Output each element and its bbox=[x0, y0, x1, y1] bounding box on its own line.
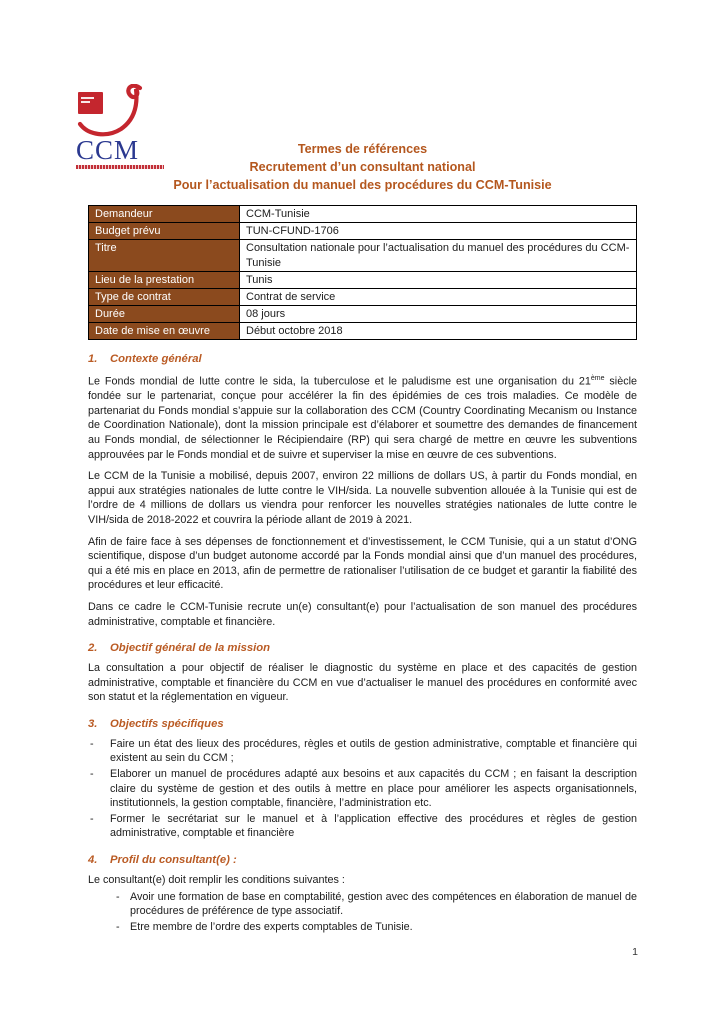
section-3-heading bbox=[88, 717, 637, 731]
list-item: - Etre membre de l’ordre des experts comptables de Tunisie. bbox=[116, 920, 413, 933]
paragraph-context-1: Le Fonds mondial de lutte contre le sida, la tuberculose et le paludisme est une organisation du 21ème siècle fondée sur le partenariat, conçue pour accélérer la fin des épidémies de ces trois maladies. Ce modèle de partenariat du Fonds mondial s’appuie sur la collaboration des CCM (Country Coordinating Mecanism ou Instance de Coordination Nationale), dont la mission principale est d’élaborer et soumettre des demandes de financement au Fonds mondial, de sélectionner le Récipiendaire (RP) qui sera chargé de mettre en œuvre les subventions approuvées par le Fonds mondial et de suivre et superviser la mise en œuvre de ces subventions. bbox=[88, 375, 638, 461]
section-number: 1. bbox=[88, 353, 98, 365]
section-title: Objectifs spécifiques bbox=[110, 717, 224, 730]
table-row bbox=[89, 206, 637, 223]
page-number: 1 bbox=[632, 946, 638, 958]
title-line-1: Termes de références bbox=[297, 142, 428, 156]
paragraph-context-3: Afin de faire face à ses dépenses de fonctionnement et d’investissement, le CCM Tunisie, qui a un statut d’ONG scientifique, dispose d’un budget autonome accordé par la Fonds mondial ainsi que d’un manuel des procédures, qui a été mis en place en 2013, afin de permettre de rationaliser l’utilisation de ce budget et garantir la fiabilité des procédures et leur efficacité. bbox=[88, 535, 637, 592]
conditions-intro: Le consultant(e) doit remplir les conditions suivantes : bbox=[88, 874, 345, 887]
title-line-3: Pour l’actualisation du manuel des procédures du CCM-Tunisie bbox=[173, 178, 552, 192]
row-value: Consultation nationale pour l’actualisation du manuel des procédures du CCM-Tunisie bbox=[240, 240, 637, 272]
logo-acronym: CCM bbox=[76, 135, 140, 165]
section-2-heading bbox=[88, 641, 637, 655]
paragraph-context-2: Le CCM de la Tunisie a mobilisé, depuis 2007, environ 22 millions de dollars US, à partir du Fonds mondial, en appui aux stratégies nationales de lutte contre le VIH/sida. La nouvelle subvention allouée à la Tunisie qui est de l’ordre de 4 millions de dollars us viendra pour renforcer les nouvelles stratégies nationales de lutte contre le VIH/sida de 2018-2022 et couvrira la période allant de 2019 à 2021. bbox=[88, 470, 637, 526]
row-label: Durée bbox=[89, 306, 240, 323]
row-label: Type de contrat bbox=[89, 289, 240, 306]
paragraph-context-4: Dans ce cadre le CCM-Tunisie recrute un(e) consultant(e) pour l’actualisation de son manuel des procédures administrative, comptable et financière. bbox=[88, 600, 637, 628]
section-1-heading bbox=[88, 352, 637, 366]
table-row bbox=[89, 289, 637, 306]
row-value: 08 jours bbox=[240, 306, 637, 323]
section-number: 3. bbox=[88, 717, 98, 730]
info-table bbox=[88, 205, 637, 340]
row-value: Tunis bbox=[240, 272, 637, 289]
row-value: TUN-CFUND-1706 bbox=[240, 223, 637, 240]
table-row bbox=[89, 240, 637, 272]
table-row bbox=[89, 223, 637, 240]
row-label: Lieu de la prestation bbox=[89, 272, 240, 289]
section-title: Objectif général de la mission bbox=[110, 642, 271, 655]
bullet-dash: - bbox=[116, 920, 120, 933]
section-4-heading bbox=[88, 853, 637, 867]
document-title bbox=[88, 140, 637, 194]
title-line-2: Recrutement d’un consultant national bbox=[249, 160, 476, 174]
row-value: Contrat de service bbox=[240, 289, 637, 306]
section-number: 4. bbox=[88, 854, 98, 867]
list-item: - Former le secrétariat sur le manuel et à l’application effective des procédures et règles de gestion administrative, comptable et financière bbox=[90, 812, 637, 840]
list-item: - Avoir une formation de base en comptabilité, gestion avec des compétences en élaboration de manuel de procédures de préférence de type associatif. bbox=[116, 890, 637, 918]
section-number: 2. bbox=[88, 642, 98, 655]
table-row bbox=[89, 323, 637, 340]
list-item: - Elaborer un manuel de procédures adapté aux besoins et aux capacités du CCM ; en faisant la description claire du système de gestion et des outils à mettre en place pour améliorer les aspects organisationnels, institutionnels, la gestion comptable, financière, l’administration etc. bbox=[90, 768, 637, 810]
superscript: ème bbox=[590, 375, 605, 382]
bullet-dash: - bbox=[90, 768, 94, 781]
table-row bbox=[89, 306, 637, 323]
paragraph-objective: La consultation a pour objectif de réaliser le diagnostic du système en place et des capacités de gestion administrative, comptable et financière du CCM en vue d’actualiser le manuel des procédures en conformité avec son statut et la réglementation en vigueur. bbox=[88, 662, 637, 704]
row-value: CCM-Tunisie bbox=[240, 206, 637, 223]
list-item: - Faire un état des lieux des procédures, règles et outils de gestion administrative, comptable et financière qui existent au sein du CCM ; bbox=[90, 737, 637, 765]
section-title: Profil du consultant(e) : bbox=[110, 854, 237, 867]
document-content bbox=[88, 0, 637, 935]
section-title: Contexte général bbox=[110, 353, 202, 365]
row-label: Date de mise en œuvre bbox=[89, 323, 240, 340]
row-label: Titre bbox=[89, 240, 240, 272]
row-label: Demandeur bbox=[89, 206, 240, 223]
bullet-dash: - bbox=[90, 737, 94, 750]
row-label: Budget prévu bbox=[89, 223, 240, 240]
bullet-dash: - bbox=[116, 890, 120, 903]
row-value: Début octobre 2018 bbox=[240, 323, 637, 340]
table-row bbox=[89, 272, 637, 289]
bullet-dash: - bbox=[90, 812, 94, 825]
